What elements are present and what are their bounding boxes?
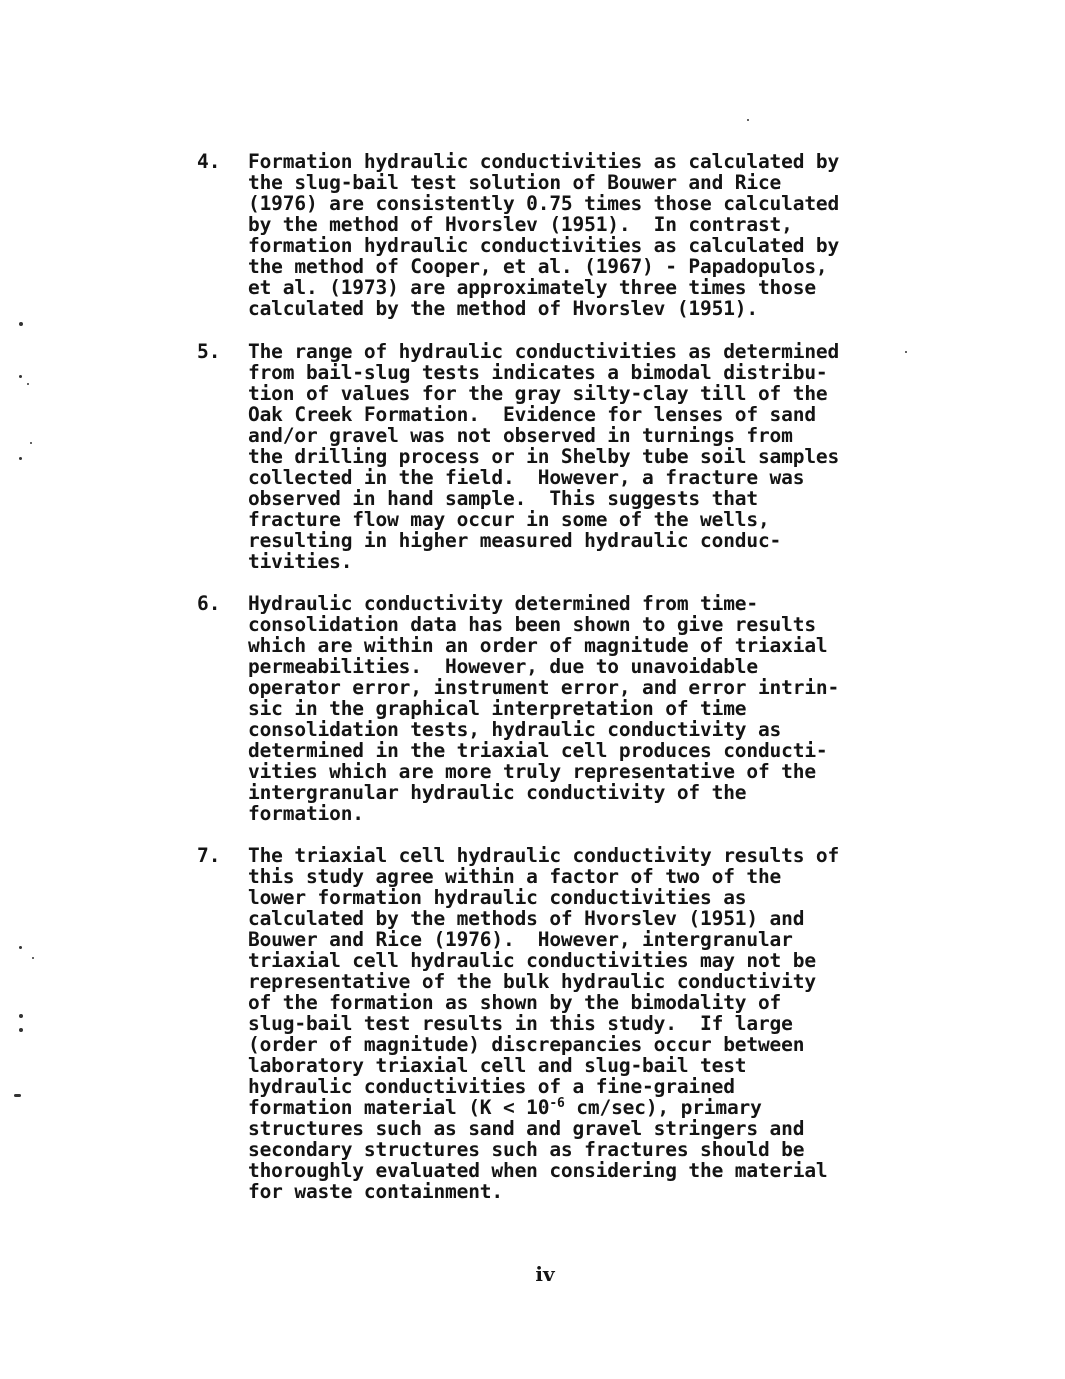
text-line: (1976) are consistently 0.75 times those calculated [248, 192, 840, 215]
text-line: fracture flow may occur in some of the wells, [248, 508, 770, 531]
text-line: formation hydraulic conductivities as calculated by [248, 234, 840, 257]
text-line: tion of values for the gray silty-clay till of the [248, 382, 828, 405]
text-line: consolidation data has been shown to give results [248, 613, 816, 636]
text-line: sic in the graphical interpretation of time [248, 697, 747, 720]
text-line: Hydraulic conductivity determined from time- [248, 592, 758, 615]
item-text [248, 341, 928, 572]
formula-exponent: -6 [549, 1096, 565, 1111]
text-line: permeabilities. However, due to unavoidable [248, 655, 758, 678]
text-line: the drilling process or in Shelby tube soil samples [248, 445, 840, 468]
text-line: intergranular hydraulic conductivity of the [248, 781, 747, 804]
page-number: iv [535, 1262, 555, 1286]
text-line: tivities. [248, 550, 353, 573]
text-line: this study agree within a factor of two of the [248, 865, 782, 888]
text-line: laboratory triaxial cell and slug-bail test [248, 1054, 747, 1077]
item-number: 6. [197, 592, 221, 615]
text-line: the method of Cooper, et al. (1967) - Papadopulos, [248, 255, 828, 278]
text-line: of the formation as shown by the bimodality of [248, 991, 782, 1014]
text-line: observed in hand sample. This suggests that [248, 487, 758, 510]
text-line: The triaxial cell hydraulic conductivity results of [248, 844, 840, 867]
text-line: by the method of Hvorslev (1951). In contrast, [248, 213, 793, 236]
text-line: (order of magnitude) discrepancies occur between [248, 1033, 805, 1056]
formula-text-after: cm/sec), primary [564, 1096, 762, 1119]
text-line: triaxial cell hydraulic conductivities may not be [248, 949, 816, 972]
text-line: structures such as sand and gravel stringers and [248, 1117, 805, 1140]
text-line: consolidation tests, hydraulic conductivity as [248, 718, 782, 741]
text-line: calculated by the method of Hvorslev (1951). [248, 297, 758, 320]
text-line: for waste containment. [248, 1180, 503, 1203]
text-line: collected in the field. However, a fracture was [248, 466, 805, 489]
text-line: the slug-bail test solution of Bouwer and Rice [248, 171, 782, 194]
item-number: 7. [197, 844, 221, 867]
item-number: 4. [197, 150, 221, 173]
text-line: The range of hydraulic conductivities as determined [248, 340, 840, 363]
text-line: representative of the bulk hydraulic conductivity [248, 970, 816, 993]
text-line: Bouwer and Rice (1976). However, intergranular [248, 928, 793, 951]
text-line: et al. (1973) are approximately three times those [248, 276, 816, 299]
formula-line [248, 1097, 928, 1118]
text-line: formation. [248, 802, 364, 825]
text-line: from bail-slug tests indicates a bimodal distribu- [248, 361, 828, 384]
item-text [248, 593, 928, 824]
text-line: hydraulic conductivities of a fine-grained [248, 1075, 735, 1098]
formula-text-before: formation material (K < 10 [248, 1096, 550, 1119]
item-text [248, 151, 928, 319]
text-line: calculated by the methods of Hvorslev (1951) and [248, 907, 805, 930]
text-line: thoroughly evaluated when considering the material [248, 1159, 828, 1182]
text-line: determined in the triaxial cell produces conducti- [248, 739, 828, 762]
text-line: which are within an order of magnitude of triaxial [248, 634, 828, 657]
text-line: vities which are more truly representative of the [248, 760, 816, 783]
text-line: and/or gravel was not observed in turnings from [248, 424, 793, 447]
item-number: 5. [197, 340, 221, 363]
text-line: Formation hydraulic conductivities as calculated by [248, 150, 840, 173]
item-text [248, 845, 928, 1202]
text-line: operator error, instrument error, and error intrin- [248, 676, 840, 699]
text-line: lower formation hydraulic conductivities as [248, 886, 747, 909]
text-line: Oak Creek Formation. Evidence for lenses of sand [248, 403, 816, 426]
text-line: resulting in higher measured hydraulic conduc- [248, 529, 782, 552]
text-line: slug-bail test results in this study. If large [248, 1012, 793, 1035]
text-line: secondary structures such as fractures should be [248, 1138, 805, 1161]
